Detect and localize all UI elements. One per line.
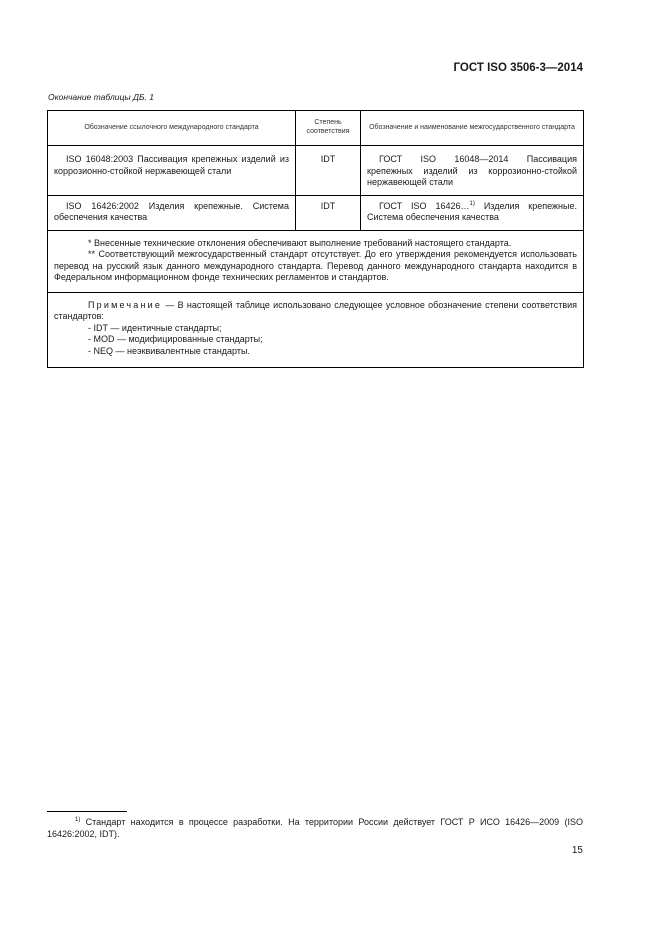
row2-degree: IDT — [296, 195, 361, 230]
list-item: - IDT — идентичные стандарты; — [88, 322, 222, 333]
list-item: - NEQ — неэквивалентные стандарты. — [88, 345, 250, 356]
primechanie-text: — В настоящей таблице использовано следующее условное обозначение степени соответствия стандартов: — [54, 299, 577, 322]
row2-national-title: Изделия крепежные. Система обеспечения качества — [367, 200, 577, 223]
table-row — [48, 146, 584, 196]
row2-intl: ISO 16426:2002 Изделия крепежные. Система обеспечения качества — [48, 195, 296, 230]
footnote-marker: 1) — [75, 817, 81, 823]
table-caption: Окончание таблицы ДБ. 1 — [48, 92, 154, 102]
row1-national: ГОСТ ISO 16048—2014 Пассивация крепежных изделий из коррозионно-стойкой нержавеющей стали — [361, 146, 584, 196]
table-row — [48, 195, 584, 230]
list-item: - MOD — модифицированные стандарты; — [88, 334, 263, 345]
table-header-row — [48, 111, 584, 146]
footnote-divider — [47, 811, 127, 812]
row1-degree: IDT — [296, 146, 361, 196]
primechanie-intro — [54, 300, 577, 323]
table-primechanie — [48, 292, 584, 368]
note-no-standard: ** Соответствующий межгосударственный стандарт отсутствует. До его утверждения рекомендуется использовать перевод на русский язык данного международного стандарта. Перевод данного международного стандарта находится в Федеральном информационном фонде технических регламентов и стандартов. — [54, 249, 577, 283]
notes-row — [48, 230, 584, 292]
footnote-ref: 1) — [469, 200, 475, 207]
table-notes — [48, 230, 584, 292]
footnote — [47, 816, 583, 840]
row2-national — [361, 195, 584, 230]
row1-intl: ISO 16048:2003 Пассивация крепежных изделий из коррозионно-стойкой нержавеющей стали — [48, 146, 296, 196]
note-deviations: * Внесенные технические отклонения обеспечивают выполнение требований настоящего стандарта. — [88, 237, 512, 248]
primechanie-label: Примечание — [88, 299, 163, 310]
header-national-standard: Обозначение и наименование межгосударственного стандарта — [361, 111, 584, 146]
page-number: 15 — [571, 845, 583, 856]
standards-table — [47, 110, 584, 368]
row2-national-code: ГОСТ ISO 16426… — [379, 200, 470, 211]
header-degree: Степень соответствия — [296, 111, 361, 146]
header-intl-standard: Обозначение ссылочного международного стандарта — [48, 111, 296, 146]
primechanie-row — [48, 292, 584, 368]
document-id: ГОСТ ISO 3506-3—2014 — [453, 62, 583, 74]
footnote-text: Стандарт находится в процессе разработки. На территории России действует ГОСТ Р ИСО 16426—2009 (ISO 16426:2002, IDT). — [47, 817, 583, 840]
